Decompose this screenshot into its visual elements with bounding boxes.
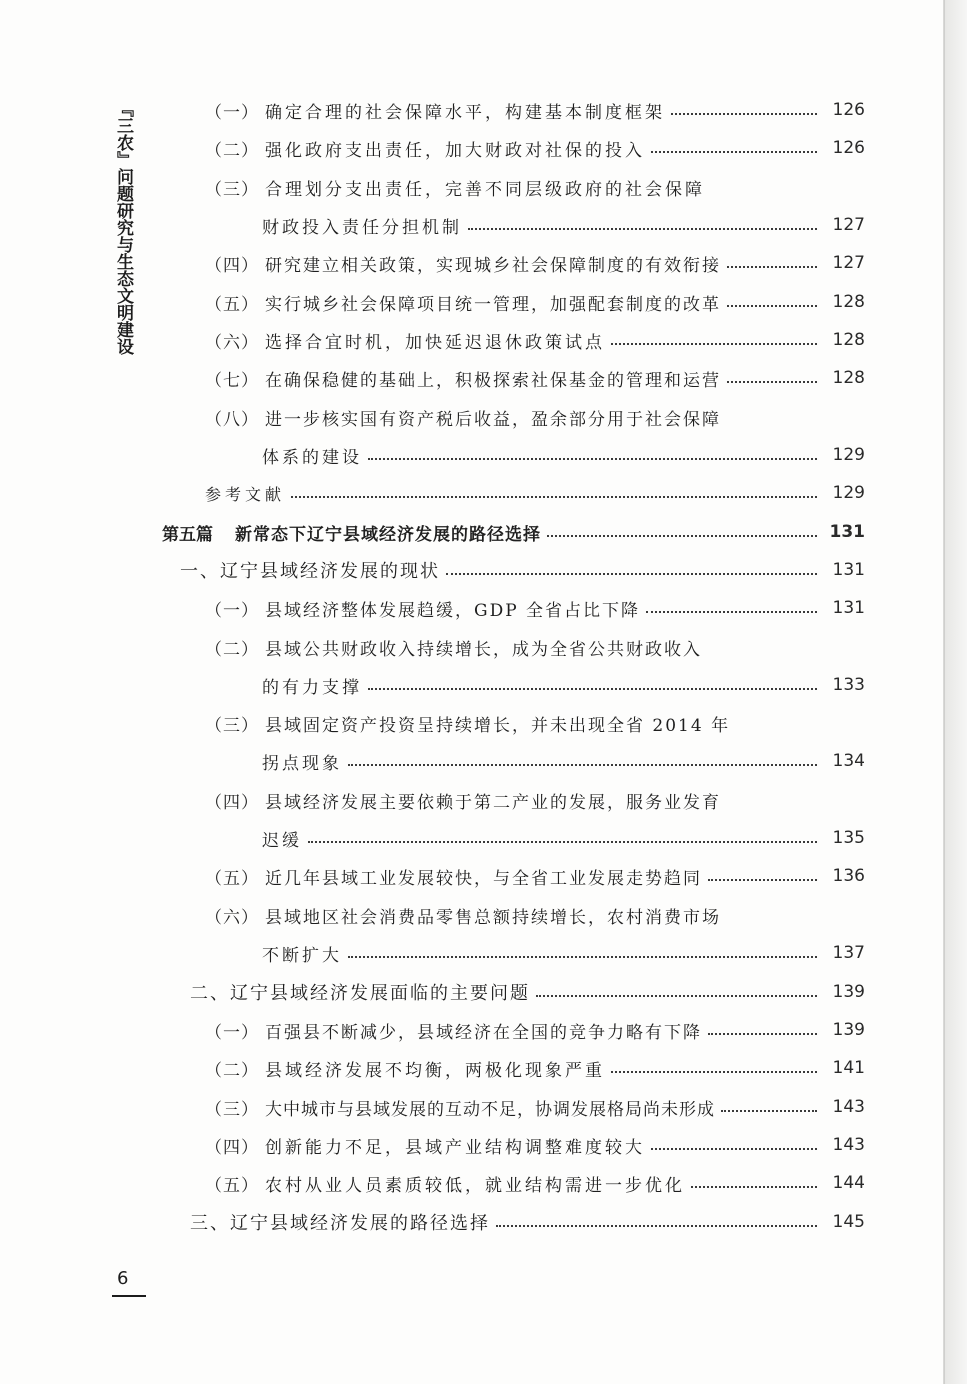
leader-dots xyxy=(547,533,817,537)
toc-entry[interactable] xyxy=(205,1168,865,1198)
leader-dots xyxy=(468,226,817,230)
page-number: 6 xyxy=(117,1268,129,1289)
toc-entry-title: 迟缓 xyxy=(262,830,302,851)
toc-entry-title: 确定合理的社会保障水平，构建基本制度框架 xyxy=(265,102,665,123)
toc-entry-number: （三） xyxy=(205,179,259,200)
page-edge xyxy=(944,0,967,1384)
leader-dots xyxy=(348,954,817,958)
toc-entry[interactable] xyxy=(205,861,865,891)
toc-entry-title: 百强县不断减少，县域经济在全国的竞争力略有下降 xyxy=(265,1022,702,1043)
toc-entry-page: 127 xyxy=(832,253,865,273)
toc-entry-references[interactable] xyxy=(205,478,865,508)
toc-entry-title: 财政投入责任分担机制 xyxy=(262,217,462,238)
toc-entry-page: 131 xyxy=(832,560,865,580)
toc-part-number: 第五篇 xyxy=(162,524,213,545)
toc-entry-page: 141 xyxy=(832,1058,865,1078)
toc-entry-number: （六） xyxy=(205,332,259,353)
leader-dots xyxy=(651,1146,817,1150)
toc-entry-page: 131 xyxy=(829,522,865,542)
toc-entry-continuation[interactable] xyxy=(262,210,865,240)
toc-entry[interactable] xyxy=(205,363,865,393)
leader-dots xyxy=(721,1108,817,1112)
leader-dots xyxy=(646,609,817,613)
toc-entry[interactable] xyxy=(205,593,865,623)
toc-entry-title: 选择合宜时机，加快延迟退休政策试点 xyxy=(265,332,605,353)
toc-entry-page: 134 xyxy=(832,751,865,771)
toc-entry-title: 县域地区社会消费品零售总额持续增长，农村消费市场 xyxy=(265,907,721,928)
toc-entry[interactable] xyxy=(205,900,865,930)
toc-entry-number: （四） xyxy=(205,255,259,276)
leader-dots xyxy=(651,149,817,153)
toc-entry-title: 不断扩大 xyxy=(262,945,342,966)
toc-entry-page: 144 xyxy=(832,1173,865,1193)
toc-section-title: 三、辽宁县域经济发展的路径选择 xyxy=(190,1213,490,1234)
toc-entry-page: 143 xyxy=(832,1135,865,1155)
toc-entry-number: （六） xyxy=(205,907,259,928)
toc-entry-title: 农村从业人员素质较低，就业结构需进一步优化 xyxy=(265,1175,685,1196)
toc-entry[interactable] xyxy=(205,785,865,815)
toc-entry-page: 139 xyxy=(832,982,865,1002)
toc-entry-page: 145 xyxy=(832,1212,865,1232)
toc-entry-page: 128 xyxy=(832,368,865,388)
toc-entry-page: 139 xyxy=(832,1020,865,1040)
leader-dots xyxy=(368,456,817,460)
toc-entry-continuation[interactable] xyxy=(262,938,865,968)
toc-entry-page: 143 xyxy=(832,1097,865,1117)
toc-entry-title: 在确保稳健的基础上，积极探索社保基金的管理和运营 xyxy=(265,370,721,391)
leader-dots xyxy=(611,341,817,345)
toc-entry-title: 县域经济发展主要依赖于第二产业的发展，服务业发育 xyxy=(265,792,721,813)
toc-entry[interactable] xyxy=(205,1015,865,1045)
leader-dots xyxy=(291,494,817,498)
leader-dots xyxy=(496,1223,817,1227)
leader-dots xyxy=(446,571,817,575)
toc-entry[interactable] xyxy=(205,632,865,662)
toc-entry-title: 体系的建设 xyxy=(262,447,362,468)
toc-entry[interactable] xyxy=(205,248,865,278)
toc-entry[interactable] xyxy=(205,1053,865,1083)
toc-entry[interactable] xyxy=(205,1092,865,1122)
toc-entry-continuation[interactable] xyxy=(262,670,865,700)
toc-entry-title: 县域固定资产投资呈持续增长，并未出现全省 2014 年 xyxy=(265,715,731,736)
toc-entry-title: 强化政府支出责任，加大财政对社保的投入 xyxy=(265,140,645,161)
leader-dots xyxy=(368,686,817,690)
leader-dots xyxy=(671,111,817,115)
toc-entry[interactable] xyxy=(205,402,865,432)
toc-entry-number: （七） xyxy=(205,370,259,391)
toc-entry-number: （三） xyxy=(205,1099,259,1120)
toc-entry[interactable] xyxy=(205,1130,865,1160)
toc-entry-title: 县域公共财政收入持续增长，成为全省公共财政收入 xyxy=(265,639,702,660)
toc-entry[interactable] xyxy=(205,133,865,163)
toc-entry-number: （三） xyxy=(205,715,259,736)
toc-entry-page: 131 xyxy=(832,598,865,618)
toc-entry-page: 135 xyxy=(832,828,865,848)
toc-entry-number: （一） xyxy=(205,600,259,621)
toc-entry-page: 133 xyxy=(832,675,865,695)
leader-dots xyxy=(708,1031,817,1035)
toc-entry-title: 实行城乡社会保障项目统一管理，加强配套制度的改革 xyxy=(265,294,721,315)
toc-entry-number: （五） xyxy=(205,294,259,315)
toc-entry-page: 126 xyxy=(832,100,865,120)
leader-dots xyxy=(691,1184,817,1188)
toc-entry-number: （一） xyxy=(205,102,259,123)
toc-entry-page: 127 xyxy=(832,215,865,235)
toc-part-title: 新常态下辽宁县域经济发展的路径选择 xyxy=(235,524,541,545)
running-head-vertical: 『三农』问题研究与生态文明建设 xyxy=(113,100,133,355)
toc-entry[interactable] xyxy=(205,325,865,355)
toc-entry-title: 近几年县域工业发展较快，与全省工业发展走势趋同 xyxy=(265,868,702,889)
toc-entry-page: 128 xyxy=(832,330,865,350)
toc-entry[interactable] xyxy=(205,708,865,738)
toc-entry[interactable] xyxy=(205,172,865,202)
toc-entry-number: （二） xyxy=(205,1060,259,1081)
toc-entry-title: 创新能力不足，县域产业结构调整难度较大 xyxy=(265,1137,645,1158)
leader-dots xyxy=(348,762,817,766)
toc-section-heading[interactable] xyxy=(190,977,865,1007)
leader-dots xyxy=(727,379,817,383)
toc-entry-title: 参考文献 xyxy=(205,484,286,504)
toc-entry[interactable] xyxy=(205,95,865,125)
toc-entry-page: 129 xyxy=(832,483,865,503)
toc-entry-number: （五） xyxy=(205,868,259,889)
leader-dots xyxy=(611,1069,817,1073)
toc-part-heading[interactable] xyxy=(162,517,865,547)
toc-entry-title: 县域经济发展不均衡，两极化现象严重 xyxy=(265,1060,605,1081)
toc-section-title: 二、辽宁县域经济发展面临的主要问题 xyxy=(190,983,530,1004)
toc-entry-number: （四） xyxy=(205,1137,259,1158)
page-number-underline xyxy=(112,1295,146,1297)
toc-entry-page: 126 xyxy=(832,138,865,158)
leader-dots xyxy=(308,839,817,843)
leader-dots xyxy=(536,993,817,997)
toc-entry-title: 进一步核实国有资产税后收益，盈余部分用于社会保障 xyxy=(265,409,721,430)
toc-section-title: 一、辽宁县域经济发展的现状 xyxy=(180,561,440,582)
toc-entry-title: 合理划分支出责任，完善不同层级政府的社会保障 xyxy=(265,179,705,200)
toc-entry[interactable] xyxy=(205,287,865,317)
toc-section-heading[interactable] xyxy=(190,1207,865,1237)
toc-entry-page: 136 xyxy=(832,866,865,886)
toc-entry-title: 县域经济整体发展趋缓，GDP 全省占比下降 xyxy=(265,600,641,621)
toc-entry-number: （二） xyxy=(205,639,259,660)
toc-entry-title: 大中城市与县域发展的互动不足，协调发展格局尚未形成 xyxy=(265,1099,715,1120)
leader-dots xyxy=(727,264,817,268)
toc-entry-continuation[interactable] xyxy=(262,746,865,776)
toc-entry-title: 研究建立相关政策，实现城乡社会保障制度的有效衔接 xyxy=(265,255,721,276)
leader-dots xyxy=(727,303,817,307)
toc-entry-number: （二） xyxy=(205,140,259,161)
leader-dots xyxy=(708,877,817,881)
toc-entry-title: 的有力支撑 xyxy=(262,677,362,698)
toc-entry-page: 128 xyxy=(832,292,865,312)
toc-entry-continuation[interactable] xyxy=(262,440,865,470)
toc-section-heading[interactable] xyxy=(180,555,865,585)
toc-entry-page: 137 xyxy=(832,943,865,963)
toc-entry-continuation[interactable] xyxy=(262,823,865,853)
toc-entry-title: 拐点现象 xyxy=(262,753,342,774)
toc-entry-number: （八） xyxy=(205,409,259,430)
toc-entry-number: （四） xyxy=(205,792,259,813)
toc-entry-number: （一） xyxy=(205,1022,259,1043)
toc-entry-page: 129 xyxy=(832,445,865,465)
toc-entry-number: （五） xyxy=(205,1175,259,1196)
